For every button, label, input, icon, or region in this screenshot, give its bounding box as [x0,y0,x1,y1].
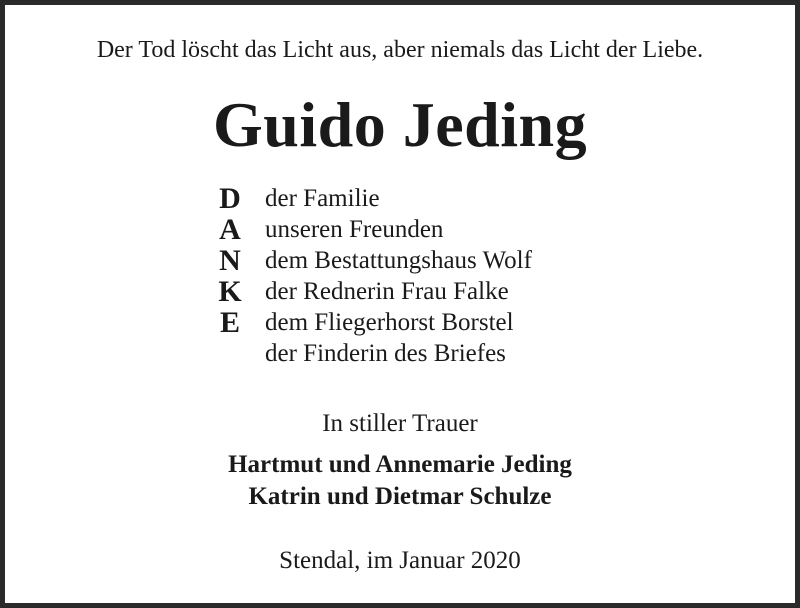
motto-quote: Der Tod löscht das Licht aus, aber niemals das Licht der Liebe. [96,37,704,63]
place-and-date: Stendal, im Januar 2020 [279,547,521,574]
danke-letters [210,183,250,338]
thanks-line: unseren Freunden [265,216,444,243]
mourner-name: Katrin und Dietmar Schulze [248,483,552,510]
danke-letter-e: E [219,306,240,339]
thanks-line: der Familie [265,185,380,212]
mourner-name: Hartmut und Annemarie Jeding [228,451,572,478]
thanks-list [265,183,532,369]
danke-letter-k: K [218,275,242,308]
danke-letter-d: D [219,182,241,215]
danke-letter-n: N [219,244,241,277]
mourners-list [5,449,795,513]
thanks-line: der Rednerin Frau Falke [265,278,509,305]
deceased-name: Guido Jeding [212,89,588,160]
danke-letter-a: A [219,213,241,246]
thanks-line: dem Fliegerhorst Borstel [265,309,514,336]
thanks-line: dem Bestattungshaus Wolf [265,247,532,274]
danke-acrostic [210,183,630,379]
thanks-line: der Finderin des Briefes [265,340,506,367]
closing-phrase: In stiller Trauer [322,410,478,437]
